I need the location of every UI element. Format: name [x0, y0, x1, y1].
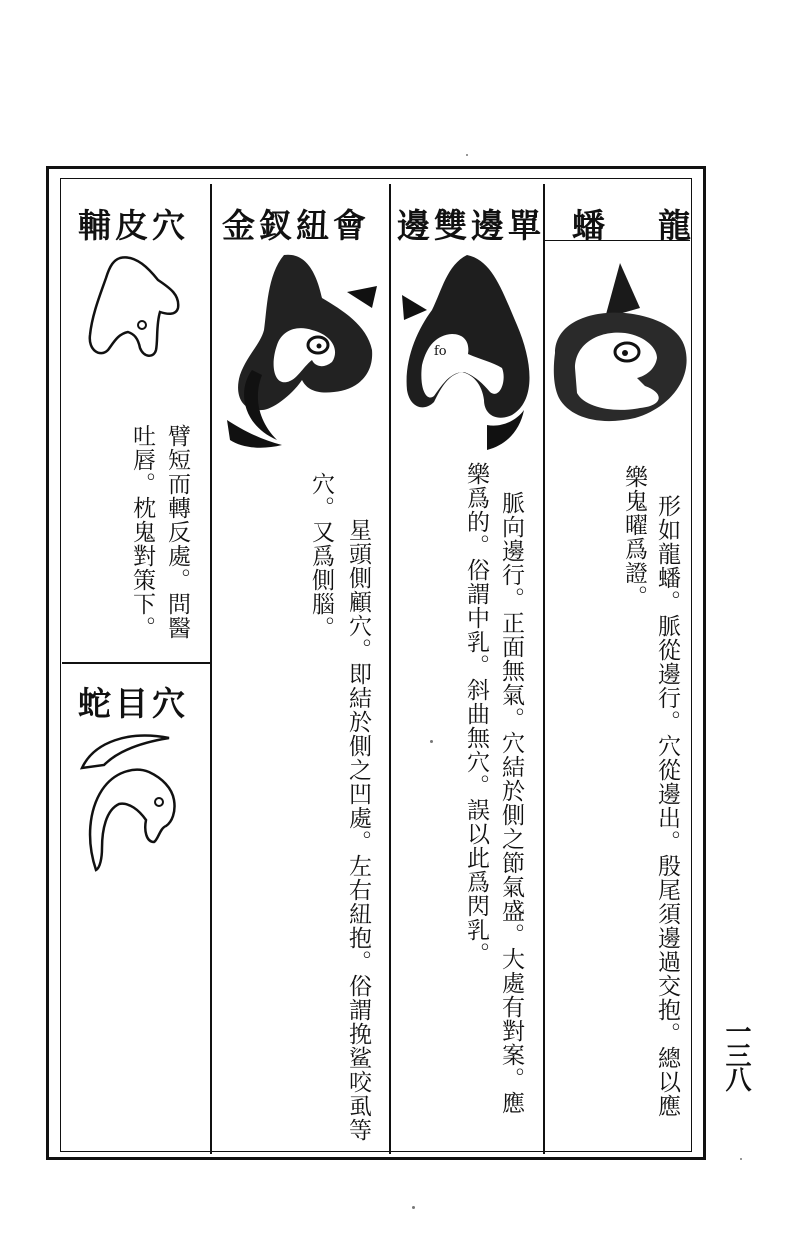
- scan-speck: [430, 740, 433, 743]
- golden-hairpin-text-1: 星頭側顧穴。即結於側之凹處。左右紐抱。俗謂挽鲨咬虱等: [345, 518, 371, 1142]
- golden-hairpin-text-2: 穴。又爲側腦。: [308, 472, 334, 640]
- auxiliary-skin-text-1: 臂短而轉反處。問醫: [164, 424, 190, 640]
- title-dragon: 蟠 龍: [572, 206, 701, 245]
- auxiliary-skin-text-2: 吐唇。枕鬼對策下。: [129, 424, 155, 640]
- golden-hairpin-diagram: [222, 250, 388, 455]
- dragon-text-1: 形如龍蟠。脈從邊行。穴從邊出。殷尾須邊過交抱。總以應: [654, 494, 680, 1118]
- single-double-text-2: 樂爲的。俗謂中乳。斜曲無穴。誤以此爲閃乳。: [463, 462, 489, 966]
- single-double-diagram: [392, 250, 542, 455]
- column-divider: [389, 184, 391, 1154]
- title-snake-eye: 蛇目穴: [78, 684, 189, 723]
- single-double-text-1: 脈向邊行。正面無氣。穴結於側之節氣盛。大處有對案。應: [498, 491, 524, 1115]
- snake-eye-diagram: [74, 730, 194, 880]
- title-single-double: 邊雙邊單: [397, 206, 545, 245]
- scan-speck: [466, 154, 468, 156]
- dragon-diagram: [545, 258, 693, 438]
- dragon-text-2: 樂鬼曜爲證。: [621, 465, 647, 609]
- auxiliary-skin-diagram: [78, 250, 193, 370]
- row-divider: [62, 662, 211, 664]
- page-number: 一三八: [721, 1018, 751, 1090]
- svg-text:fo: fo: [434, 344, 447, 359]
- title-auxiliary-skin: 輔皮穴: [78, 206, 189, 245]
- title-golden-hairpin: 金釵紐會: [222, 206, 370, 245]
- scan-speck: [412, 1206, 415, 1209]
- scan-speck: [740, 1158, 742, 1160]
- column-divider: [210, 184, 212, 1154]
